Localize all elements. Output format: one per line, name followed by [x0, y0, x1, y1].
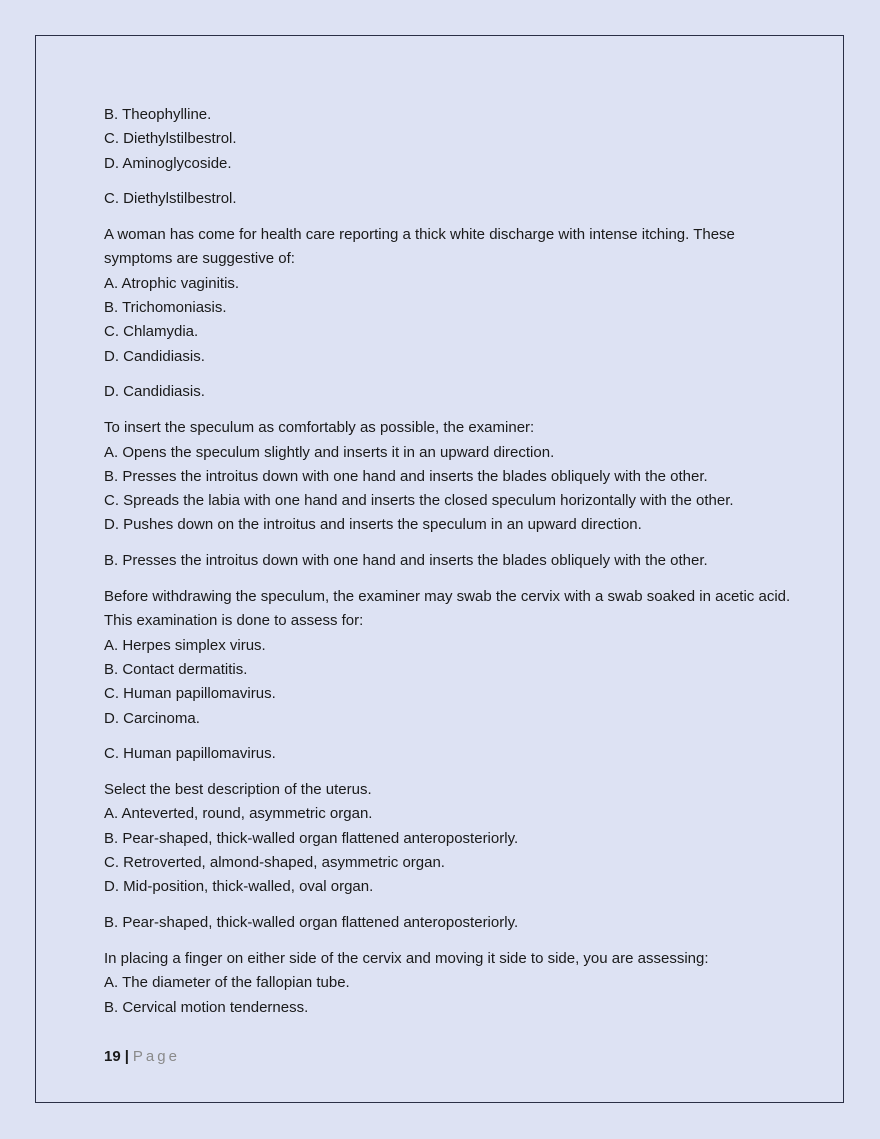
- question-block: [104, 416, 804, 537]
- option-text: C. Retroverted, almond-shaped, asymmetric organ.: [104, 854, 445, 872]
- option-text: C. Diethylstilbestrol.: [104, 130, 237, 148]
- answer-text: B. Pear-shaped, thick-walled organ flattened anteroposteriorly.: [104, 914, 519, 932]
- question-text: In placing a finger on either side of the cervix and moving it side to side, you are assessing:: [104, 949, 709, 967]
- document-body: [104, 103, 804, 1031]
- option-text: B. Presses the introitus down with one hand and inserts the blades obliquely with the other.: [104, 467, 708, 485]
- option-text: B. Cervical motion tenderness.: [104, 998, 309, 1016]
- page-label: Page: [132, 1048, 180, 1065]
- question-block: [104, 778, 804, 899]
- answer-text: D. Candidiasis.: [104, 383, 205, 401]
- option-text: D. Pushes down on the introitus and inserts the speculum in an upward direction.: [104, 516, 642, 534]
- answer-block: [104, 380, 804, 404]
- option-text: D. Mid-position, thick-walled, oval organ.: [104, 878, 374, 896]
- option-text: A. The diameter of the fallopian tube.: [104, 974, 350, 992]
- option-text: D. Candidiasis.: [104, 347, 205, 365]
- answer-block: [104, 187, 804, 211]
- option-text: B. Pear-shaped, thick-walled organ flattened anteroposteriorly.: [104, 829, 519, 847]
- footer-separator: |: [124, 1048, 129, 1065]
- option-text: A. Anteverted, round, asymmetric organ.: [104, 805, 373, 823]
- option-text: C. Spreads the labia with one hand and inserts the closed speculum horizontally with the other.: [104, 492, 734, 510]
- question-block: [104, 947, 804, 1020]
- question-text: Before withdrawing the speculum, the examiner may swab the cervix with a swab soaked in acetic acid. This examination is done to assess for:: [104, 588, 791, 630]
- answer-text: C. Diethylstilbestrol.: [104, 190, 237, 208]
- option-text: A. Atrophic vaginitis.: [104, 274, 240, 292]
- page-number: 19: [104, 1048, 121, 1065]
- option-text: D. Aminoglycoside.: [104, 154, 232, 172]
- option-text: D. Carcinoma.: [104, 709, 200, 727]
- option-text: A. Herpes simplex virus.: [104, 636, 266, 654]
- answer-block: [104, 911, 804, 935]
- answer-block: [104, 742, 804, 766]
- option-text: C. Chlamydia.: [104, 323, 199, 341]
- option-text: B. Theophylline.: [104, 106, 212, 123]
- option-text: C. Human papillomavirus.: [104, 685, 276, 703]
- question-block: [104, 585, 804, 731]
- option-text: B. Trichomoniasis.: [104, 299, 227, 317]
- option-text: A. Opens the speculum slightly and inserts it in an upward direction.: [104, 443, 555, 461]
- question-options-block: [104, 103, 804, 176]
- question-text: Select the best description of the uterus.: [104, 781, 372, 799]
- option-text: B. Contact dermatitis.: [104, 660, 248, 678]
- question-text: A woman has come for health care reporting a thick white discharge with intense itching. These symptoms are suggestive of:: [104, 226, 735, 268]
- answer-text: B. Presses the introitus down with one hand and inserts the blades obliquely with the other.: [104, 552, 708, 570]
- answer-block: [104, 549, 804, 573]
- question-block: [104, 223, 804, 369]
- page-footer: [104, 1045, 180, 1069]
- answer-text: C. Human papillomavirus.: [104, 745, 276, 763]
- question-text: To insert the speculum as comfortably as possible, the examiner:: [104, 419, 535, 437]
